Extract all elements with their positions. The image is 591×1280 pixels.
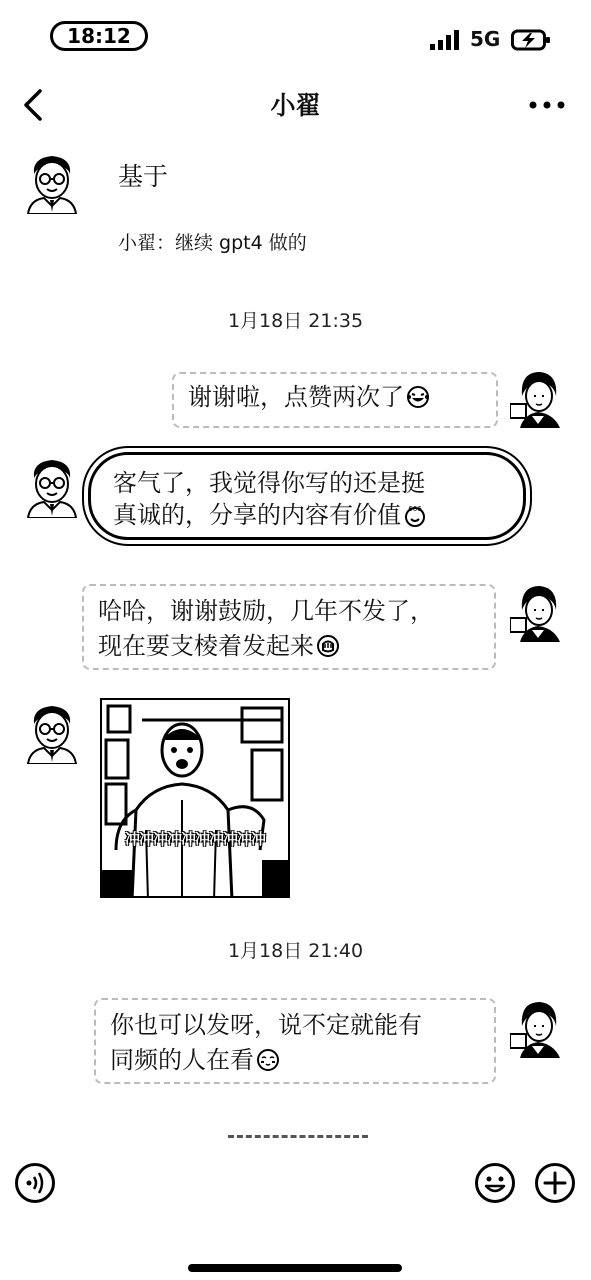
status-bar	[0, 0, 591, 76]
emoji-icon[interactable]	[474, 1162, 516, 1204]
battery-charging-icon	[511, 29, 551, 51]
timestamp: 1月18日 21:40	[227, 940, 364, 962]
plus-icon[interactable]	[534, 1162, 576, 1204]
timestamp: 1月18日 21:35	[227, 310, 364, 332]
meme-photo	[102, 700, 290, 898]
voice-input-icon[interactable]	[14, 1162, 56, 1204]
blush-emoji-icon	[256, 1048, 280, 1072]
666-emoji-icon	[403, 503, 427, 527]
contact-avatar[interactable]	[24, 456, 80, 518]
fist-emoji-icon	[316, 634, 340, 658]
my-avatar[interactable]	[510, 366, 566, 428]
home-indicator	[188, 1264, 402, 1272]
input-bar	[0, 1140, 591, 1280]
image-message[interactable]	[100, 698, 290, 898]
chat-title: 小翟	[270, 91, 321, 120]
sent-message-bubble[interactable]	[94, 998, 496, 1084]
message-line: 你也可以发呀，说不定就能有	[110, 1011, 422, 1039]
sent-message-bubble[interactable]	[82, 584, 496, 670]
sent-message-bubble[interactable]	[172, 372, 498, 428]
partial-timestamp	[228, 1130, 368, 1138]
image-caption: 冲冲冲冲冲冲冲冲冲冲	[124, 830, 265, 848]
message-line: 哈哈，谢谢鼓励，几年不发了，	[98, 597, 434, 625]
more-options-icon[interactable]	[528, 92, 566, 118]
quoted-reply[interactable]: 小翟：继续 gpt4 做的	[118, 232, 307, 254]
contact-avatar[interactable]	[24, 152, 80, 214]
svg-text:666: 666	[408, 505, 422, 513]
message-text[interactable]: 基于	[118, 162, 169, 191]
message-line: 客气了，我觉得你写的还是挺	[113, 469, 425, 497]
message-text: 谢谢啦，点赞两次了	[188, 383, 404, 411]
signal-icon	[430, 30, 462, 50]
message-line: 真诚的，分享的内容有价值	[113, 501, 401, 529]
my-avatar[interactable]	[510, 580, 566, 642]
received-message-bubble[interactable]	[88, 452, 526, 540]
message-line: 同频的人在看	[110, 1046, 254, 1074]
status-time: 18:12	[50, 21, 148, 51]
message-line: 现在要支棱着发起来	[98, 632, 314, 660]
network-label: 5G	[470, 27, 501, 51]
my-avatar[interactable]	[510, 996, 566, 1058]
laughing-emoji-icon	[406, 385, 430, 409]
contact-avatar[interactable]	[24, 702, 80, 764]
chat-header	[0, 76, 591, 136]
